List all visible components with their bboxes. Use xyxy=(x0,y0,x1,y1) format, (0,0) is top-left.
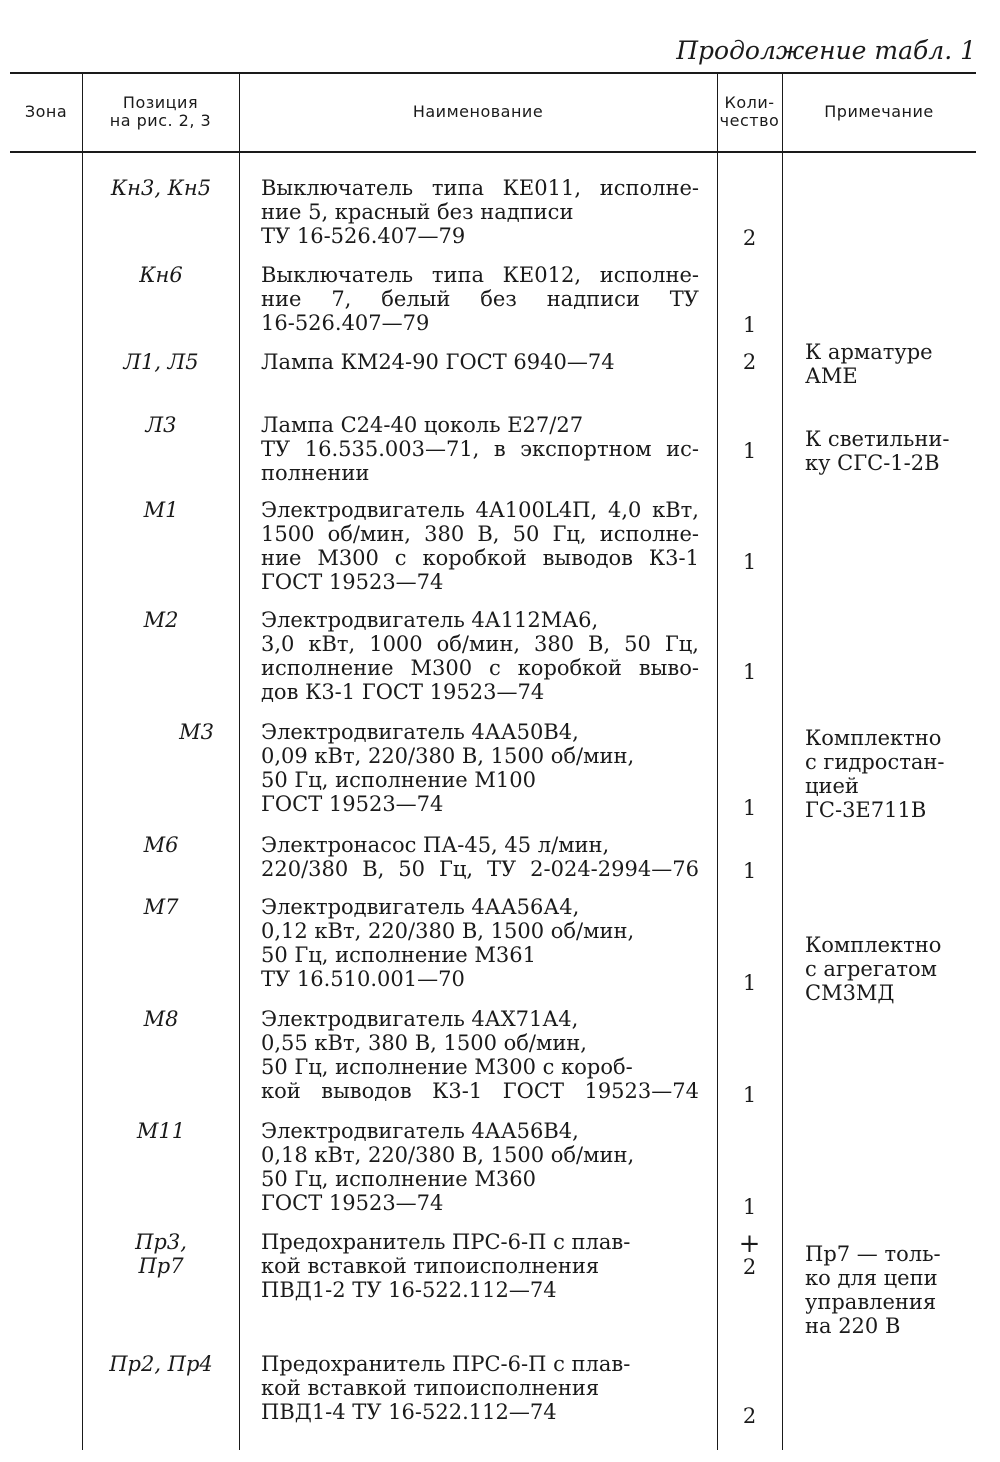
row-name-line: Электродвигатель 4АА56В4, xyxy=(261,1119,579,1143)
continuation-label: Продолжение табл. 1 xyxy=(676,36,976,65)
row-note-line: управления xyxy=(805,1290,937,1314)
row-name-line: 0,55 кВт, 380 В, 1500 об/мин, xyxy=(261,1031,587,1055)
row-note-line: с гидростан- xyxy=(805,750,945,774)
row-quantity: 1 xyxy=(742,796,757,820)
row-position: Кн6 xyxy=(139,263,183,287)
header-quantity-line: Коли- xyxy=(724,92,775,112)
row-name xyxy=(261,1230,699,1302)
row-note-line: ку СГС-1-2В xyxy=(805,451,940,475)
row-name-line: ТУ 16.510.001—70 xyxy=(261,967,465,991)
row-quantity: 1 xyxy=(742,313,757,337)
header-position xyxy=(82,72,239,151)
row-quantity: 2 xyxy=(742,226,757,250)
row-position: Л3 xyxy=(145,413,177,437)
row-name-line: 0,18 кВт, 220/380 В, 1500 об/мин, xyxy=(261,1143,635,1167)
row-name-line: ТУ 16-526.407—79 xyxy=(261,224,466,248)
row-name xyxy=(261,1119,699,1215)
row-name-line: ТУ 16.535.003—71, в экспортном ис- xyxy=(261,437,699,461)
row-name-line: 50 Гц, исполнение М360 xyxy=(261,1167,536,1191)
row-name-line: кой выводов К3-1 ГОСТ 19523—74 xyxy=(261,1079,699,1103)
row-quantity: 1 xyxy=(742,1195,757,1219)
row-name-line: 0,09 кВт, 220/380 В, 1500 об/мин, xyxy=(261,744,635,768)
row-position xyxy=(85,1230,237,1278)
header-quantity xyxy=(717,72,782,151)
row-note-line: Пр7 — толь- xyxy=(805,1242,941,1266)
row-name-line: 50 Гц, исполнение М300 с короб- xyxy=(261,1055,633,1079)
row-quantity: 1 xyxy=(742,439,757,463)
row-quantity: 1 xyxy=(742,660,757,684)
row-name-line: Выключатель типа КЕ011, исполне- xyxy=(261,176,699,200)
row-position-line: Пр7 xyxy=(138,1254,184,1278)
row-position: М11 xyxy=(136,1119,186,1143)
row-note-line: СМ3МД xyxy=(805,981,895,1005)
row-note xyxy=(805,726,971,822)
row-quantity: 1 xyxy=(742,859,757,883)
row-name-line: 50 Гц, исполнение М361 xyxy=(261,943,536,967)
row-note xyxy=(805,1242,971,1338)
row-position-line: Пр3, xyxy=(135,1230,187,1254)
row-name xyxy=(261,350,699,374)
row-name xyxy=(261,413,699,485)
row-quantity xyxy=(722,1229,777,1279)
header-position-line: Позиция xyxy=(122,92,199,112)
row-name xyxy=(261,608,699,704)
table-body xyxy=(10,153,976,1450)
row-quantity-line: + xyxy=(738,1229,761,1259)
row-name-line: полнении xyxy=(261,461,370,485)
row-name-line: 1500 об/мин, 380 В, 50 Гц, исполне- xyxy=(261,522,699,546)
row-name-line: 220/380 В, 50 Гц, ТУ 2-024-2994—76 xyxy=(261,857,699,881)
row-note-line: АМЕ xyxy=(805,364,858,388)
row-name-line: ние 7, белый без надписи ТУ xyxy=(261,287,699,311)
row-name-line: исполнение М300 с коробкой выво- xyxy=(261,656,699,680)
header-name: Наименование xyxy=(412,101,544,121)
row-name-line: Электродвигатель 4АА50В4, xyxy=(261,720,579,744)
row-quantity: 1 xyxy=(742,971,757,995)
row-name-line: 3,0 кВт, 1000 об/мин, 380 В, 50 Гц, xyxy=(261,632,699,656)
row-name xyxy=(261,720,699,816)
row-note-line: Комплектно xyxy=(805,933,942,957)
row-quantity-line: 2 xyxy=(742,1255,757,1279)
row-name-line: кой вставкой типоисполнения xyxy=(261,1376,600,1400)
row-quantity: 2 xyxy=(742,1404,757,1428)
row-position: М6 xyxy=(143,833,179,857)
row-name-line: Предохранитель ПРС-6-П с плав- xyxy=(261,1230,631,1254)
row-quantity: 1 xyxy=(742,550,757,574)
header-quantity-line: чество xyxy=(719,110,780,130)
row-name xyxy=(261,176,699,248)
row-note-line: на 220 В xyxy=(805,1314,901,1338)
row-name xyxy=(261,498,699,594)
row-name xyxy=(261,1007,699,1103)
row-name-line: Выключатель типа КЕ012, исполне- xyxy=(261,263,699,287)
row-position: М1 xyxy=(143,498,179,522)
row-position: Кн3, Кн5 xyxy=(110,176,212,200)
row-name-line: ПВД1-4 ТУ 16-522.112—74 xyxy=(261,1400,557,1424)
row-name-line: Электродвигатель 4АХ71А4, xyxy=(261,1007,579,1031)
row-position: Л1, Л5 xyxy=(123,350,199,374)
row-note-line: Комплектно xyxy=(805,726,942,750)
row-position: М7 xyxy=(143,895,179,919)
row-name-line: Электродвигатель 4А112МА6, xyxy=(261,608,599,632)
row-name-line: дов К3-1 ГОСТ 19523—74 xyxy=(261,680,545,704)
row-name-line: Предохранитель ПРС-6-П с плав- xyxy=(261,1352,631,1376)
row-note-line: с агрегатом xyxy=(805,957,937,981)
row-name xyxy=(261,263,699,335)
row-name-line: 50 Гц, исполнение М100 xyxy=(261,768,536,792)
row-name-line: Лампа С24-40 цоколь Е27/27 xyxy=(261,413,584,437)
row-note-line: ГС-3Е711В xyxy=(805,798,927,822)
header-note: Примечание xyxy=(824,101,934,121)
row-note xyxy=(805,427,971,475)
row-name-line: ние 5, красный без надписи xyxy=(261,200,574,224)
row-position: М8 xyxy=(143,1007,179,1031)
row-name xyxy=(261,1352,699,1424)
row-name xyxy=(261,833,699,881)
row-note-line: ко для цепи xyxy=(805,1266,938,1290)
specification-table xyxy=(10,72,976,1450)
header-zone: Зона xyxy=(24,101,68,121)
row-name-line: Лампа КМ24-90 ГОСТ 6940—74 xyxy=(261,350,615,374)
row-name-line: ГОСТ 19523—74 xyxy=(261,570,444,594)
row-name-line: 16-526.407—79 xyxy=(261,311,430,335)
row-name-line: ГОСТ 19523—74 xyxy=(261,1191,444,1215)
row-name-line: Электродвигатель 4А100L4П, 4,0 кВт, xyxy=(261,498,699,522)
row-name-line: 0,12 кВт, 220/380 В, 1500 об/мин, xyxy=(261,919,635,943)
row-name-line: Электродвигатель 4АА56А4, xyxy=(261,895,580,919)
row-name-line: ние М300 с коробкой выводов К3-1 xyxy=(261,546,699,570)
row-name-line: кой вставкой типоисполнения xyxy=(261,1254,600,1278)
row-position: М2 xyxy=(143,608,179,632)
row-note-line: К арматуре xyxy=(805,340,933,364)
row-note-line: цией xyxy=(805,774,859,798)
row-position: М3 xyxy=(179,720,214,744)
row-name-line: ГОСТ 19523—74 xyxy=(261,792,444,816)
row-name-line: Электронасос ПА-45, 45 л/мин, xyxy=(261,833,610,857)
row-note xyxy=(805,340,971,388)
row-note-line: К светильни- xyxy=(805,427,950,451)
row-name xyxy=(261,895,699,991)
header-position-line: на рис. 2, 3 xyxy=(109,110,212,130)
row-quantity: 2 xyxy=(742,350,757,374)
row-position: Пр2, Пр4 xyxy=(109,1352,213,1376)
row-note xyxy=(805,933,971,1005)
row-name-line: ПВД1-2 ТУ 16-522.112—74 xyxy=(261,1278,557,1302)
row-quantity: 1 xyxy=(742,1083,757,1107)
